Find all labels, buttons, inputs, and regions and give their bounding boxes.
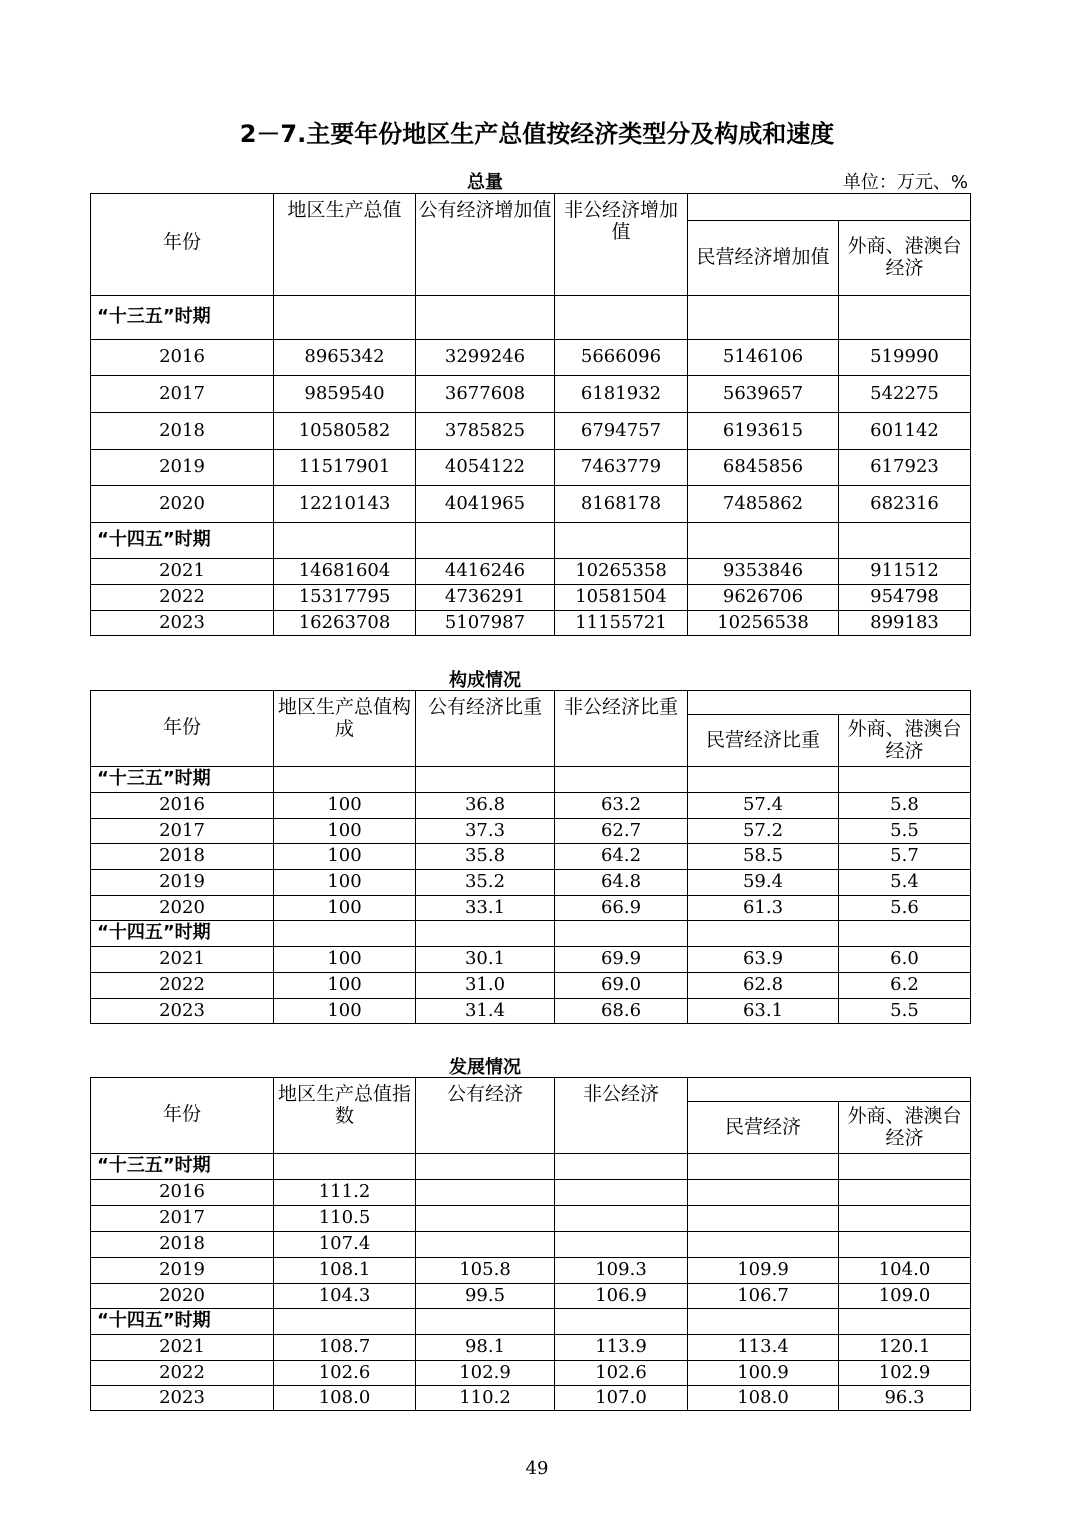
value-cell	[555, 1232, 688, 1258]
value-cell: 3299246	[416, 340, 555, 376]
value-cell: 617923	[839, 450, 971, 486]
value-cell: 6193615	[688, 413, 839, 450]
empty-cell	[555, 296, 688, 340]
value-cell: 10256538	[688, 611, 839, 636]
year-cell: 2016	[91, 793, 274, 819]
empty-cell	[555, 1154, 688, 1180]
section-label-composition: 构成情况	[449, 670, 521, 691]
section-label-growth: 发展情况	[449, 1057, 521, 1078]
empty-cell	[416, 1309, 555, 1335]
empty-cell	[839, 1154, 971, 1180]
table-row	[91, 1206, 971, 1232]
value-cell: 5.6	[839, 896, 971, 921]
value-cell: 682316	[839, 486, 971, 523]
year-cell: 2021	[91, 947, 274, 973]
table-row	[91, 819, 971, 844]
empty-cell	[274, 1154, 416, 1180]
value-cell: 100	[274, 819, 416, 844]
table-row	[91, 413, 971, 450]
header-cell: 民营经济	[688, 1102, 839, 1154]
value-cell: 33.1	[416, 896, 555, 921]
table-row	[91, 844, 971, 870]
table-row	[91, 1232, 971, 1258]
value-cell: 99.5	[416, 1284, 555, 1309]
value-cell: 7463779	[555, 450, 688, 486]
empty-cell	[416, 296, 555, 340]
value-cell: 63.9	[688, 947, 839, 973]
value-cell: 14681604	[274, 559, 416, 585]
empty-cell	[688, 767, 839, 793]
table-total	[90, 193, 971, 636]
year-cell: 2019	[91, 870, 274, 896]
period-row	[91, 767, 971, 793]
table-row	[91, 486, 971, 523]
value-cell: 100	[274, 793, 416, 819]
value-cell: 100	[274, 870, 416, 896]
value-cell: 9859540	[274, 376, 416, 413]
value-cell: 96.3	[839, 1386, 971, 1411]
value-cell: 106.9	[555, 1284, 688, 1309]
value-cell: 106.7	[688, 1284, 839, 1309]
value-cell: 100.9	[688, 1361, 839, 1386]
value-cell: 69.9	[555, 947, 688, 973]
table-row	[91, 559, 971, 585]
period-row	[91, 1309, 971, 1335]
value-cell: 102.6	[555, 1361, 688, 1386]
value-cell: 100	[274, 999, 416, 1024]
period-label: “十三五”时期	[91, 767, 274, 793]
value-cell: 6845856	[688, 450, 839, 486]
value-cell: 35.8	[416, 844, 555, 870]
value-cell: 120.1	[839, 1335, 971, 1361]
value-cell	[688, 1206, 839, 1232]
value-cell: 6181932	[555, 376, 688, 413]
value-cell: 6.2	[839, 973, 971, 999]
value-cell: 100	[274, 844, 416, 870]
empty-cell	[688, 1154, 839, 1180]
value-cell: 58.5	[688, 844, 839, 870]
empty-cell	[416, 523, 555, 559]
value-cell: 4416246	[416, 559, 555, 585]
empty-cell	[274, 921, 416, 947]
period-label: “十四五”时期	[91, 921, 274, 947]
header-cell: 外商、港澳台经济	[839, 221, 971, 296]
year-cell: 2020	[91, 896, 274, 921]
value-cell: 100	[274, 896, 416, 921]
value-cell: 102.9	[839, 1361, 971, 1386]
table-row	[91, 999, 971, 1024]
value-cell: 104.3	[274, 1284, 416, 1309]
value-cell: 109.9	[688, 1258, 839, 1284]
value-cell: 31.0	[416, 973, 555, 999]
empty-cell	[555, 767, 688, 793]
value-cell: 911512	[839, 559, 971, 585]
table-row	[91, 1361, 971, 1386]
value-cell: 102.6	[274, 1361, 416, 1386]
value-cell: 5146106	[688, 340, 839, 376]
value-cell: 37.3	[416, 819, 555, 844]
table-composition	[90, 690, 971, 1024]
value-cell: 10580582	[274, 413, 416, 450]
year-cell: 2021	[91, 559, 274, 585]
value-cell: 12210143	[274, 486, 416, 523]
value-cell: 69.0	[555, 973, 688, 999]
value-cell: 4041965	[416, 486, 555, 523]
value-cell: 102.9	[416, 1361, 555, 1386]
value-cell: 6794757	[555, 413, 688, 450]
value-cell: 601142	[839, 413, 971, 450]
period-label: “十四五”时期	[91, 523, 274, 559]
empty-cell	[416, 921, 555, 947]
value-cell: 542275	[839, 376, 971, 413]
value-cell: 954798	[839, 585, 971, 611]
table-row	[91, 1284, 971, 1309]
value-cell	[555, 1206, 688, 1232]
value-cell: 31.4	[416, 999, 555, 1024]
year-cell: 2018	[91, 413, 274, 450]
year-cell: 2021	[91, 1335, 274, 1361]
value-cell: 10265358	[555, 559, 688, 585]
value-cell: 16263708	[274, 611, 416, 636]
value-cell: 113.4	[688, 1335, 839, 1361]
value-cell: 9353846	[688, 559, 839, 585]
table-row	[91, 870, 971, 896]
period-row	[91, 523, 971, 559]
table-row	[91, 1335, 971, 1361]
year-cell: 2022	[91, 973, 274, 999]
empty-cell	[555, 921, 688, 947]
header-spacer	[688, 194, 971, 221]
value-cell: 108.7	[274, 1335, 416, 1361]
value-cell: 100	[274, 973, 416, 999]
value-cell: 4054122	[416, 450, 555, 486]
table-row	[91, 973, 971, 999]
value-cell: 5107987	[416, 611, 555, 636]
year-cell: 2023	[91, 611, 274, 636]
year-cell: 2019	[91, 1258, 274, 1284]
empty-cell	[416, 1154, 555, 1180]
header-cell: 公有经济比重	[416, 691, 555, 767]
empty-cell	[274, 767, 416, 793]
value-cell: 105.8	[416, 1258, 555, 1284]
value-cell: 8965342	[274, 340, 416, 376]
year-cell: 2016	[91, 340, 274, 376]
value-cell: 5639657	[688, 376, 839, 413]
header-cell: 公有经济	[416, 1078, 555, 1154]
value-cell: 109.0	[839, 1284, 971, 1309]
value-cell: 10581504	[555, 585, 688, 611]
value-cell: 107.4	[274, 1232, 416, 1258]
table-growth	[90, 1077, 971, 1411]
year-cell: 2018	[91, 844, 274, 870]
year-cell: 2017	[91, 376, 274, 413]
value-cell: 7485862	[688, 486, 839, 523]
empty-cell	[688, 921, 839, 947]
value-cell: 6.0	[839, 947, 971, 973]
period-row	[91, 296, 971, 340]
year-cell: 2017	[91, 1206, 274, 1232]
header-spacer	[688, 691, 971, 715]
empty-cell	[688, 523, 839, 559]
empty-cell	[839, 523, 971, 559]
period-row	[91, 921, 971, 947]
empty-cell	[555, 523, 688, 559]
page-title: 2－7.主要年份地区生产总值按经济类型分及构成和速度	[239, 120, 835, 148]
value-cell	[416, 1180, 555, 1206]
year-cell: 2018	[91, 1232, 274, 1258]
value-cell: 5.4	[839, 870, 971, 896]
table-row	[91, 376, 971, 413]
year-cell: 2023	[91, 1386, 274, 1411]
header-cell: 年份	[91, 691, 274, 767]
value-cell: 63.2	[555, 793, 688, 819]
header-cell: 非公经济比重	[555, 691, 688, 767]
value-cell: 110.5	[274, 1206, 416, 1232]
empty-cell	[688, 1309, 839, 1335]
value-cell: 5.5	[839, 819, 971, 844]
empty-cell	[274, 1309, 416, 1335]
empty-cell	[274, 296, 416, 340]
value-cell: 11517901	[274, 450, 416, 486]
value-cell: 9626706	[688, 585, 839, 611]
table-row	[91, 1258, 971, 1284]
value-cell: 15317795	[274, 585, 416, 611]
header-cell: 非公经济增加值	[555, 194, 688, 296]
header-cell: 外商、港澳台经济	[839, 715, 971, 767]
period-label: “十四五”时期	[91, 1309, 274, 1335]
value-cell: 8168178	[555, 486, 688, 523]
table-row	[91, 947, 971, 973]
value-cell: 11155721	[555, 611, 688, 636]
header-cell: 地区生产总值指数	[274, 1078, 416, 1154]
empty-cell	[274, 523, 416, 559]
value-cell: 107.0	[555, 1386, 688, 1411]
value-cell: 108.0	[274, 1386, 416, 1411]
header-cell: 民营经济增加值	[688, 221, 839, 296]
value-cell: 519990	[839, 340, 971, 376]
year-cell: 2020	[91, 486, 274, 523]
header-cell: 年份	[91, 194, 274, 296]
value-cell: 35.2	[416, 870, 555, 896]
value-cell: 100	[274, 947, 416, 973]
value-cell: 104.0	[839, 1258, 971, 1284]
empty-cell	[416, 767, 555, 793]
table-row	[91, 1180, 971, 1206]
year-cell: 2016	[91, 1180, 274, 1206]
unit-label: 单位：万元、%	[842, 172, 968, 193]
value-cell: 68.6	[555, 999, 688, 1024]
year-cell: 2019	[91, 450, 274, 486]
value-cell: 108.1	[274, 1258, 416, 1284]
value-cell: 66.9	[555, 896, 688, 921]
value-cell: 3677608	[416, 376, 555, 413]
value-cell: 5.5	[839, 999, 971, 1024]
value-cell: 64.8	[555, 870, 688, 896]
table-row	[91, 896, 971, 921]
year-cell: 2022	[91, 585, 274, 611]
value-cell: 63.1	[688, 999, 839, 1024]
value-cell: 62.8	[688, 973, 839, 999]
table-row	[91, 340, 971, 376]
value-cell: 110.2	[416, 1386, 555, 1411]
value-cell: 57.4	[688, 793, 839, 819]
value-cell: 3785825	[416, 413, 555, 450]
empty-cell	[839, 921, 971, 947]
value-cell	[688, 1180, 839, 1206]
value-cell: 5666096	[555, 340, 688, 376]
value-cell: 64.2	[555, 844, 688, 870]
year-cell: 2020	[91, 1284, 274, 1309]
value-cell: 5.8	[839, 793, 971, 819]
empty-cell	[839, 767, 971, 793]
empty-cell	[839, 1309, 971, 1335]
table-row	[91, 793, 971, 819]
value-cell: 899183	[839, 611, 971, 636]
period-label: “十三五”时期	[91, 1154, 274, 1180]
value-cell: 30.1	[416, 947, 555, 973]
table-row	[91, 585, 971, 611]
empty-cell	[688, 296, 839, 340]
empty-cell	[555, 1309, 688, 1335]
header-cell: 年份	[91, 1078, 274, 1154]
year-cell: 2017	[91, 819, 274, 844]
year-cell: 2022	[91, 1361, 274, 1386]
value-cell: 108.0	[688, 1386, 839, 1411]
header-cell: 公有经济增加值	[416, 194, 555, 296]
period-label: “十三五”时期	[91, 296, 274, 340]
value-cell: 98.1	[416, 1335, 555, 1361]
table-row	[91, 611, 971, 636]
value-cell	[688, 1232, 839, 1258]
value-cell: 113.9	[555, 1335, 688, 1361]
header-cell: 外商、港澳台经济	[839, 1102, 971, 1154]
value-cell: 61.3	[688, 896, 839, 921]
value-cell	[839, 1232, 971, 1258]
year-cell: 2023	[91, 999, 274, 1024]
header-cell: 非公经济	[555, 1078, 688, 1154]
header-cell: 地区生产总值	[274, 194, 416, 296]
header-cell: 地区生产总值构成	[274, 691, 416, 767]
value-cell: 62.7	[555, 819, 688, 844]
value-cell: 36.8	[416, 793, 555, 819]
value-cell: 5.7	[839, 844, 971, 870]
value-cell	[416, 1206, 555, 1232]
value-cell	[839, 1180, 971, 1206]
page-number: 49	[525, 1458, 549, 1479]
empty-cell	[839, 296, 971, 340]
value-cell	[416, 1232, 555, 1258]
value-cell: 111.2	[274, 1180, 416, 1206]
period-row	[91, 1154, 971, 1180]
value-cell	[555, 1180, 688, 1206]
header-spacer	[688, 1078, 971, 1102]
value-cell: 109.3	[555, 1258, 688, 1284]
section-label-total: 总量	[467, 172, 503, 193]
value-cell: 4736291	[416, 585, 555, 611]
table-row	[91, 1386, 971, 1411]
header-cell: 民营经济比重	[688, 715, 839, 767]
table-row	[91, 450, 971, 486]
value-cell: 57.2	[688, 819, 839, 844]
value-cell: 59.4	[688, 870, 839, 896]
value-cell	[839, 1206, 971, 1232]
